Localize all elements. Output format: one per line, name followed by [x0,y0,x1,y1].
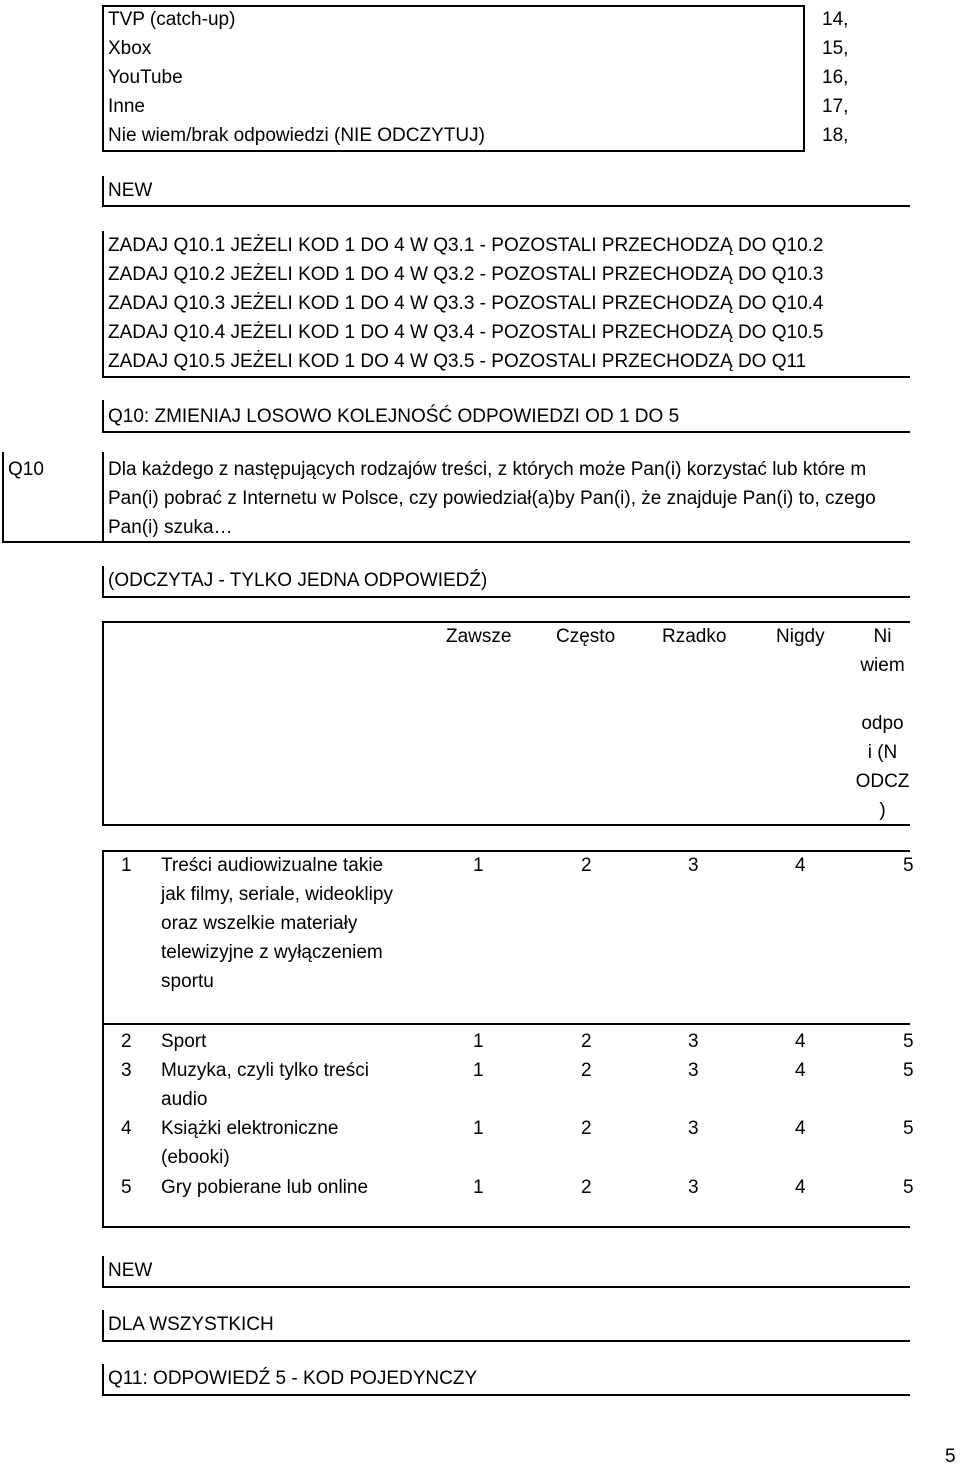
question-id: Q10 [8,459,44,480]
row-label-line: Muzyka, czyli tylko treści [161,1060,369,1081]
q11-note-border [102,1364,104,1395]
new-label-2-underline [102,1286,910,1288]
answer-code-3: 3 [688,1060,699,1081]
grid-body-left-2 [102,1023,104,1228]
column-header-dont-know [855,622,910,824]
row-number: 5 [121,1177,132,1198]
answer-code-5-clip [880,1056,914,1085]
row-label-line: oraz wszelkie materiały [161,913,358,934]
new-label-2: NEW [108,1260,153,1281]
answer-label: Inne [108,96,145,117]
routing-line: ZADAJ Q10.2 JEŻELI KOD 1 DO 4 W Q3.2 - POZOSTALI PRZECHODZĄ DO Q10.3 [108,264,824,285]
column-header-line: i (N [867,742,898,763]
row-label-line: Treści audiowizualne takie [161,855,384,876]
row-label-line: Książki elektroniczne [161,1118,339,1139]
grid-body-left [102,850,104,1025]
column-header-line: odpo [861,713,904,734]
answer-label: Nie wiem/brak odpowiedzi (NIE ODCZYTUJ) [108,125,485,146]
q11-note-underline [102,1394,910,1396]
answer-code: 15, [822,38,849,59]
row-label-line: jak filmy, seriale, wideoklipy [161,884,393,905]
routing-underline [102,376,910,378]
row-label-line: audio [161,1089,208,1110]
answer-code-1: 1 [473,1118,484,1139]
answer-code-5: 5 [903,1031,914,1052]
routing-line: ZADAJ Q10.3 JEŻELI KOD 1 DO 4 W Q3.3 - POZOSTALI PRZECHODZĄ DO Q10.4 [108,293,824,314]
answer-code-3: 3 [688,1177,699,1198]
answer-code-5-clip [880,1173,914,1202]
for-all-border [102,1310,104,1341]
answer-code-5-clip [880,1027,914,1056]
answer-code: 17, [822,96,849,117]
answer-code-2: 2 [581,1060,592,1081]
answer-code: 14, [822,9,849,30]
answer-code-4: 4 [795,855,806,876]
page-number: 5 [945,1446,956,1467]
row-number: 4 [121,1118,132,1139]
read-note-underline [102,596,910,598]
column-header-zawsze: Zawsze [446,626,512,647]
new-label-2-border [102,1256,104,1287]
question-text-line: Pan(i) szuka… [108,517,233,538]
question-left-border [2,452,4,542]
read-note: (ODCZYTAJ - TYLKO JEDNA ODPOWIEDŹ) [108,570,488,591]
answer-code-1: 1 [473,855,484,876]
question-text-line: Pan(i) pobrać z Internetu w Polsce, czy powiedział(a)by Pan(i), że znajduje Pan(i) to, czego [108,488,876,509]
answer-code-5: 5 [903,1177,914,1198]
grid-body-bottom [102,1226,910,1228]
for-all-label: DLA WSZYSTKICH [108,1314,274,1335]
answer-code-4: 4 [795,1031,806,1052]
answer-code-1: 1 [473,1031,484,1052]
grid-header-bottom [102,824,910,826]
row-number: 3 [121,1060,132,1081]
column-header-rzadko: Rzadko [662,626,727,647]
grid-body-mid [102,1023,910,1025]
answer-code-2: 2 [581,1031,592,1052]
column-header-line: ODCZ [855,771,910,792]
column-header-nigdy: Nigdy [776,626,825,647]
new-label-border [102,176,104,206]
answer-code-5-clip [880,851,914,880]
answer-code-1: 1 [473,1060,484,1081]
answer-code-5: 5 [903,855,914,876]
rotation-note-border [102,400,104,432]
answer-code-4: 4 [795,1118,806,1139]
row-label-line: Gry pobierane lub online [161,1177,369,1198]
column-header-line: ) [879,800,886,821]
column-header-line [855,680,910,709]
answer-code-5: 5 [903,1118,914,1139]
answer-code-2: 2 [581,1177,592,1198]
column-header-czesto: Często [556,626,616,647]
answer-code: 16, [822,67,849,88]
rotation-note-underline [102,431,910,433]
answer-code-5: 5 [903,1060,914,1081]
answer-code-1: 1 [473,1177,484,1198]
column-header-line: wiem [860,655,905,676]
new-label: NEW [108,180,153,201]
answer-code-5-clip [880,1114,914,1143]
row-label-line: (ebooki) [161,1147,230,1168]
answer-label: TVP (catch-up) [108,9,236,30]
routing-line: ZADAJ Q10.1 JEŻELI KOD 1 DO 4 W Q3.1 - POZOSTALI PRZECHODZĄ DO Q10.2 [108,235,824,256]
row-label-line: Sport [161,1031,207,1052]
answer-code-3: 3 [688,1118,699,1139]
question-text-line: Dla każdego z następujących rodzajów treści, z których może Pan(i) korzystać lub które m [108,459,867,480]
routing-block [108,231,910,376]
row-label-line: telewizyjne z wyłączeniem [161,942,383,963]
answer-code: 18, [822,125,849,146]
row-number: 1 [121,855,132,876]
answer-code-4: 4 [795,1177,806,1198]
answer-code-2: 2 [581,855,592,876]
answer-code-2: 2 [581,1118,592,1139]
question-text-border [102,452,104,542]
rotation-note: Q10: ZMIENIAJ LOSOWO KOLEJNOŚĆ ODPOWIEDZI OD 1 DO 5 [108,406,680,427]
answer-code-4: 4 [795,1060,806,1081]
routing-border [102,231,104,377]
answer-code-3: 3 [688,1031,699,1052]
routing-line: ZADAJ Q10.4 JEŻELI KOD 1 DO 4 W Q3.4 - POZOSTALI PRZECHODZĄ DO Q10.5 [108,322,824,343]
for-all-underline [102,1340,910,1342]
row-label-line: sportu [161,971,214,992]
new-label-underline [102,205,910,207]
answer-label: YouTube [108,67,183,88]
read-note-border [102,566,104,597]
grid-header-left [102,621,104,826]
routing-line: ZADAJ Q10.5 JEŻELI KOD 1 DO 4 W Q3.5 - POZOSTALI PRZECHODZĄ DO Q11 [108,351,807,372]
q11-note: Q11: ODPOWIEDŹ 5 - KOD POJEDYNCZY [108,1368,478,1389]
answer-code-3: 3 [688,855,699,876]
row-number: 2 [121,1031,132,1052]
column-header-line: Ni [873,626,892,647]
answer-label: Xbox [108,38,152,59]
question-text [108,455,910,542]
